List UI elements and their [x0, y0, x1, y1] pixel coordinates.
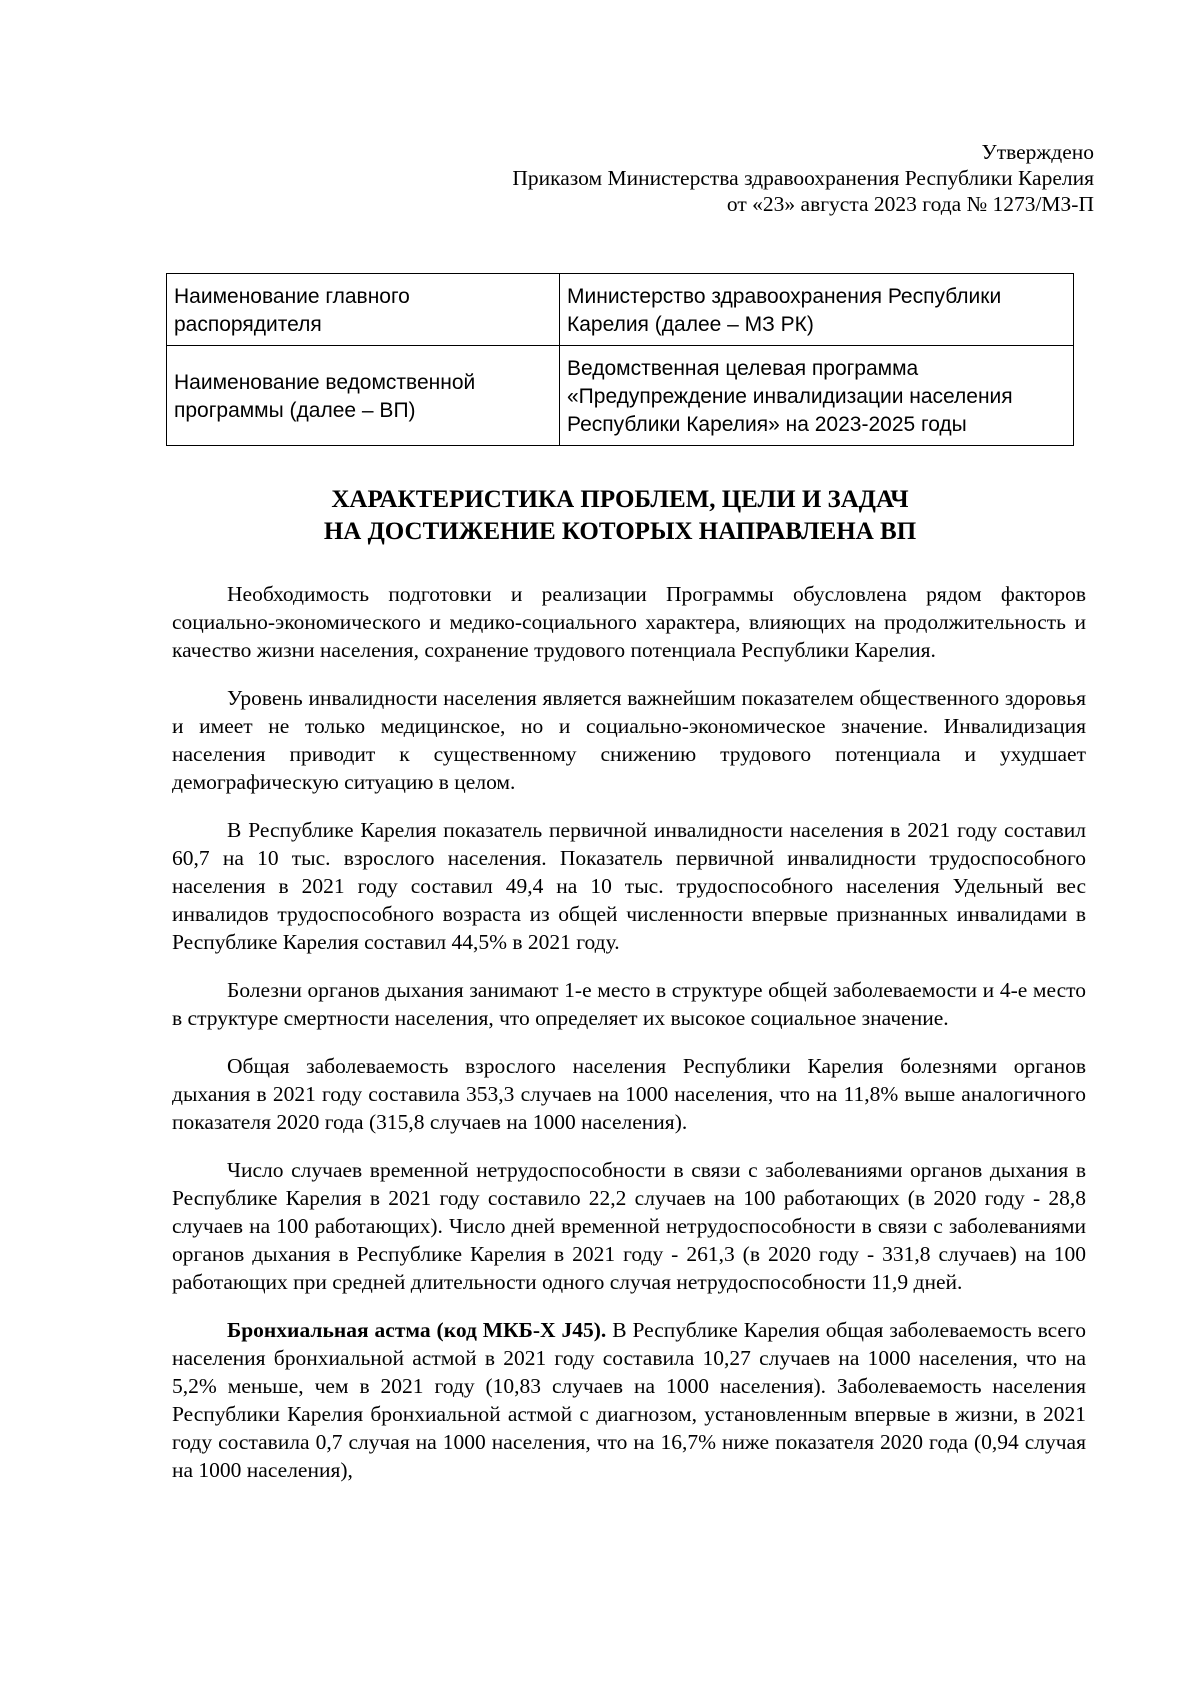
heading-line-1: ХАРАКТЕРИСТИКА ПРОБЛЕМ, ЦЕЛИ И ЗАДАЧ [331, 486, 909, 513]
section-heading [166, 484, 1074, 548]
approval-line-1: Утверждено [981, 140, 1094, 164]
table-row [167, 274, 1074, 346]
paragraph: Число случаев временной нетрудоспособности в связи с заболеваниями органов дыхания в Республике Карелия в 2021 году составило 22,2 случаев на 100 работающих (в 2020 году - 28,8 случаев на 100 работающих). Число дней временной нетрудоспособности в связи с заболеваниями органов дыхания в Республике Карелия в 2021 году - 261,3 (в 2020 году - 331,8 случаев) на 100 работающих при средней длительности одного случая нетрудоспособности 11,9 дней. [172, 1158, 1086, 1294]
paragraph-text: В Республике Карелия общая заболеваемость всего населения бронхиальной астмой в 2021 году составила 10,27 случаев на 1000 населения, что на 5,2% меньше, чем в 2021 году (10,83 случаев на 1000 населения). Заболеваемость населения Республики Карелия бронхиальной астмой с диагнозом, установленным впервые в жизни, в 2021 году составила 0,7 случая на 1000 населения, что на 16,7% ниже показателя 2020 года (0,94 случая на 1000 населения), [172, 1318, 1086, 1482]
table-cell-label: Наименование главного распорядителя [167, 274, 560, 346]
table-cell-label: Наименование ведомственной программы (далее – ВП) [167, 346, 560, 446]
document-body [172, 580, 1086, 1504]
paragraph-bold-lead: Бронхиальная астма (код МКБ-Х J45). [227, 1318, 607, 1342]
approval-line-3: от «23» августа 2023 года № 1273/МЗ-П [726, 192, 1094, 216]
info-table [166, 273, 1074, 446]
paragraph: Общая заболеваемость взрослого населения Республики Карелия болезнями органов дыхания в 2021 году составила 353,3 случаев на 1000 населения, что на 11,8% выше аналогичного показателя 2020 года (315,8 случаев на 1000 населения). [172, 1054, 1086, 1134]
paragraph: Болезни органов дыхания занимают 1-е место в структуре общей заболеваемости и 4-е место в структуре смертности населения, что определяет их высокое социальное значение. [172, 978, 1086, 1030]
heading-line-2: НА ДОСТИЖЕНИЕ КОТОРЫХ НАПРАВЛЕНА ВП [323, 518, 917, 545]
table-cell-value: Ведомственная целевая программа «Предупреждение инвалидизации населения Республики Карелия» на 2023-2025 годы [560, 346, 1074, 446]
paragraph: Уровень инвалидности населения является важнейшим показателем общественного здоровья и имеет не только медицинское, но и социально-экономическое значение. Инвалидизация населения приводит к существенному снижению трудового потенциала и ухудшает демографическую ситуацию в целом. [172, 686, 1086, 794]
approval-line-2: Приказом Министерства здравоохранения Республики Карелия [512, 166, 1094, 190]
table-row [167, 346, 1074, 446]
paragraph: В Республике Карелия показатель первичной инвалидности населения в 2021 году составил 60,7 на 10 тыс. взрослого населения. Показатель первичной инвалидности трудоспособного населения в 2021 году составил 49,4 на 10 тыс. трудоспособного населения Удельный вес инвалидов трудоспособного возраста из общей численности впервые признанных инвалидами в Республике Карелия составил 44,5% в 2021 году. [172, 818, 1086, 954]
approval-stamp [512, 139, 1094, 217]
paragraph [172, 1316, 1086, 1484]
table-cell-value: Министерство здравоохранения Республики Карелия (далее – МЗ РК) [560, 274, 1074, 346]
paragraph: Необходимость подготовки и реализации Программы обусловлена рядом факторов социально-экономического и медико-социального характера, влияющих на продолжительность и качество жизни населения, сохранение трудового потенциала Республики Карелия. [172, 582, 1086, 662]
